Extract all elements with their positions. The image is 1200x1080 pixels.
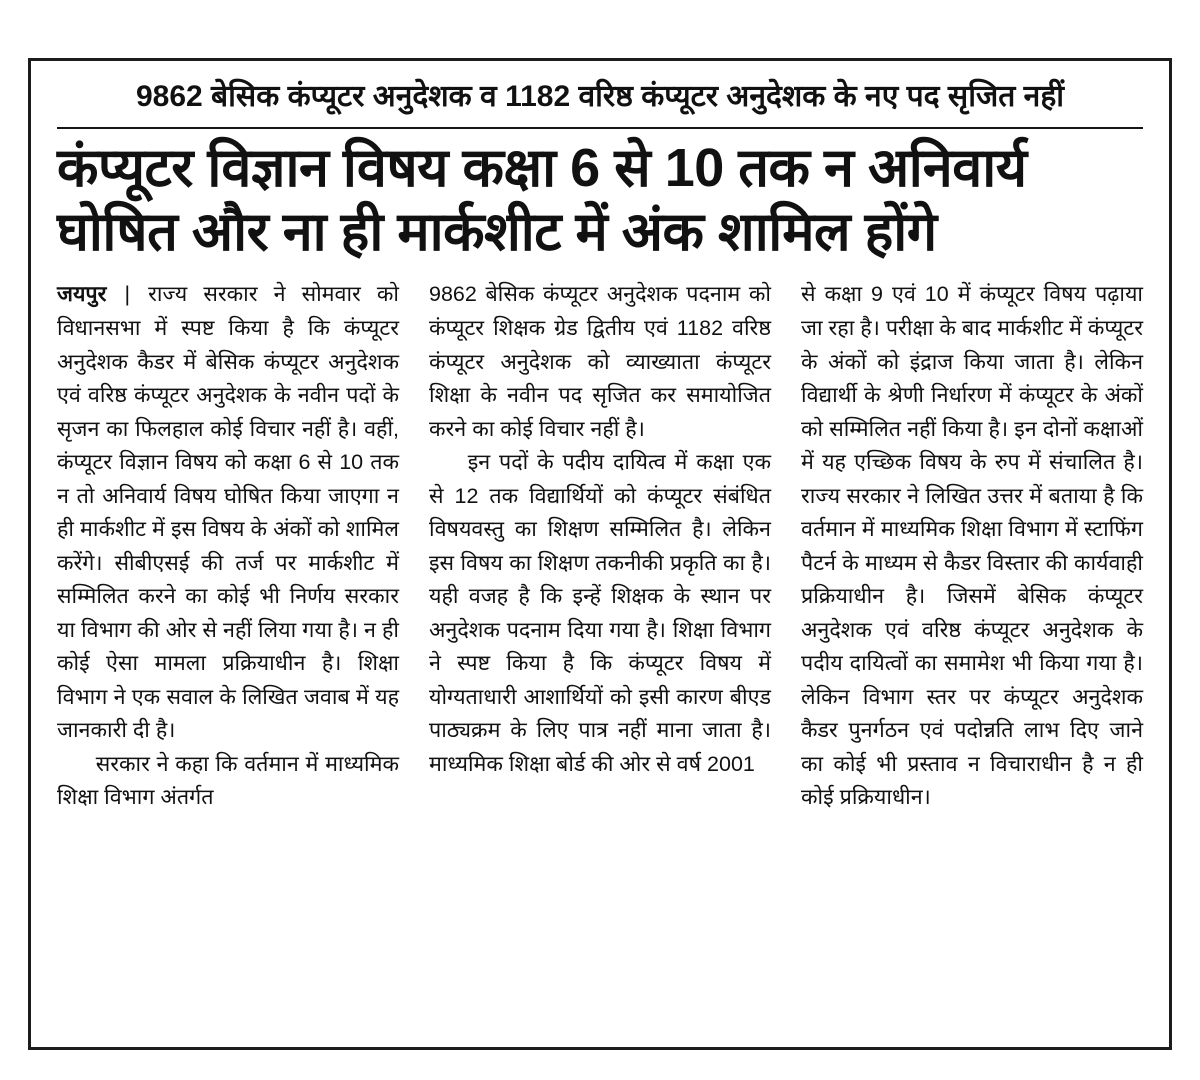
dateline: जयपुर <box>57 282 107 307</box>
main-headline: कंप्यूटर विज्ञान विषय कक्षा 6 से 10 तक न अनिवार्य घोषित और ना ही मार्कशीट में अंक शामिल होंगे <box>57 138 1027 262</box>
kicker-subheadline: 9862 बेसिक कंप्यूटर अनुदेशक व 1182 वरिष्ठ कंप्यूटर अनुदेशक के नए पद सृजित नहीं <box>135 80 1065 113</box>
article-paragraph: 9862 बेसिक कंप्यूटर अनुदेशक पदनाम को कंप्यूटर शिक्षक ग्रेड द्वितीय एवं 1182 वरिष्ठ कंप्यूटर अनुदेशक को व्याख्याता कंप्यूटर शिक्षा के नवीन पद सृजित कर समायोजित करने का कोई विचार नहीं है। <box>429 282 771 441</box>
article-paragraph: जयपुर | राज्य सरकार ने सोमवार को विधानसभा में स्पष्ट किया है कि कंप्यूटर अनुदेशक कैडर में बेसिक कंप्यूटर अनुदेशक एवं वरिष्ठ कंप्यूटर अनुदेशक के नवीन पदों के सृजन का फिलहाल कोई विचार नहीं है। वहीं, कंप्यूटर विज्ञान विषय को कक्षा 6 से 10 तक न तो अनिवार्य विषय घोषित किया जाएगा न ही मार्कशीट में इस विषय के अंकों को शामिल करेंगे। सीबीएसई की तर्ज पर मार्कशीट में सम्मिलित करने का कोई भी निर्णय सरकार या विभाग की ओर से नहीं लिया गया है। न ही कोई ऐसा मामला प्रक्रियाधीन है। शिक्षा विभाग ने एक सवाल के लिखित जवाब में यह जानकारी दी है। <box>57 282 399 743</box>
article-paragraph: से कक्षा 9 एवं 10 में कंप्यूटर विषय पढ़ाया जा रहा है। परीक्षा के बाद मार्कशीट में कंप्यूटर के अंकों को इंद्राज किया जाता है। लेकिन विद्यार्थी के श्रेणी निर्धारण में कंप्यूटर के अंकों को सम्मिलित नहीं किया है। इन दोनों कक्षाओं में यह एच्छिक विषय के रुप में संचालित है। राज्य सरकार ने लिखित उत्तर में बताया है कि वर्तमान में माध्यमिक शिक्षा विभाग में स्टाफिंग पैटर्न के माध्यम से कैडर विस्तार की कार्यवाही प्रक्रियाधीन है। जिसमें बेसिक कंप्यूटर अनुदेशक एवं वरिष्ठ कंप्यूटर अनुदेशक के पदीय दायित्वों का समामेश भी किया गया है। लेकिन विभाग स्तर पर कंप्यूटर अनुदेशक कैडर पुनर्गठन एवं पदोन्नति लाभ दिए जाने का कोई भी प्रस्ताव न विचाराधीन है न ही कोई प्रक्रियाधीन। <box>801 282 1143 810</box>
article-body <box>57 278 1143 815</box>
article-paragraph: सरकार ने कहा कि वर्तमान में माध्यमिक शिक्षा विभाग अंतर्गत <box>57 751 399 810</box>
article-clipping <box>28 58 1172 1050</box>
article-paragraph: इन पदों के पदीय दायित्व में कक्षा एक से 12 तक विद्यार्थियों को कंप्यूटर संबंधित विषयवस्तु का शिक्षण सम्मिलित है। लेकिन इस विषय का शिक्षण तकनीकी प्रकृति का है। यही वजह है कि इन्हें शिक्षक के स्थान पर अनुदेशक पदनाम दिया गया है। शिक्षा विभाग ने स्पष्ट किया है कि कंप्यूटर विषय में योग्यताधारी आशार्थियों को इसी कारण बीएड पाठ्यक्रम के लिए पात्र नहीं माना जाता है। माध्यमिक शिक्षा बोर्ड की ओर से वर्ष 2001 <box>429 450 771 776</box>
article-column-1 <box>57 278 399 815</box>
dateline-separator: | <box>108 282 147 307</box>
kicker-divider-rule <box>57 127 1143 129</box>
article-column-2 <box>429 278 771 781</box>
article-column-3 <box>801 278 1143 815</box>
